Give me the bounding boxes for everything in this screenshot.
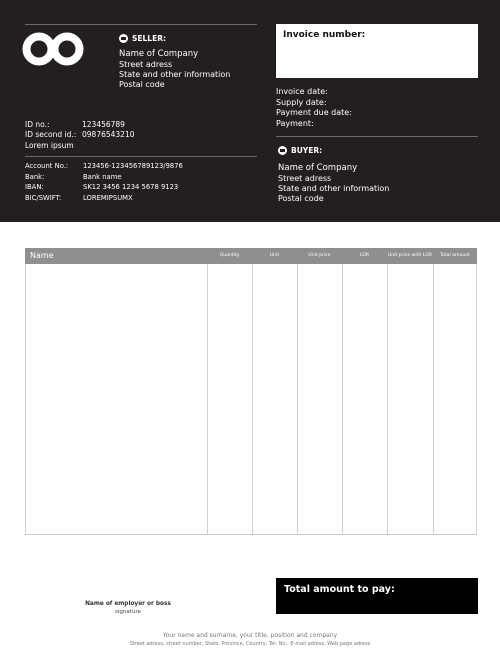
infinity-logo-icon	[22, 30, 84, 68]
total-amount-box[interactable]	[276, 578, 478, 614]
table-left-border	[25, 264, 26, 534]
column-divider	[342, 264, 343, 534]
supply-date-label: Supply date:	[276, 97, 327, 107]
buyer-arrow-icon	[278, 146, 287, 155]
seller-ids	[25, 120, 135, 151]
invoice-number-label: Invoice number:	[283, 30, 366, 40]
signature-block	[60, 601, 196, 615]
col-unit-price-lor: Unit price with LOR	[387, 253, 433, 258]
table-right-border	[476, 264, 477, 534]
invoice-date-label: Invoice date:	[276, 87, 328, 96]
column-divider	[252, 264, 253, 534]
invoice-dates	[276, 87, 352, 129]
id-row: ID no.: 123456789	[25, 120, 125, 129]
bank-details	[25, 161, 183, 203]
column-divider	[297, 264, 298, 534]
bank-row: Bank: Bank name	[25, 172, 122, 181]
buyer-postal: Postal code	[278, 194, 324, 203]
ids-divider	[25, 156, 257, 157]
bank-row: BIC/SWIFT: LOREMIPSUMX	[25, 193, 133, 202]
column-divider	[207, 264, 208, 534]
signature-label: signature	[115, 609, 141, 615]
items-table	[25, 248, 477, 535]
col-unit-price: Unit price	[308, 253, 331, 258]
col-unit: Unit	[269, 253, 280, 258]
col-lor: LOR	[359, 253, 370, 258]
buyer-company: Name of Company	[278, 163, 358, 173]
column-divider	[433, 264, 434, 534]
bank-row: IBAN: SK12 3456 1234 5678 9123	[25, 183, 179, 191]
table-header	[25, 248, 477, 264]
seller-details	[119, 49, 230, 90]
seller-heading: SELLER:	[119, 34, 166, 43]
payment-label: Payment:	[276, 118, 314, 128]
seller-street: Street adress	[119, 60, 173, 69]
signer-name: Name of employer or boss	[85, 601, 171, 607]
invoice-header	[0, 0, 500, 222]
footer	[100, 632, 400, 647]
buyer-divider	[276, 136, 478, 137]
total-amount-label: Total amount to pay:	[284, 584, 395, 595]
buyer-details	[278, 163, 389, 204]
buyer-street: Street adress	[278, 174, 332, 183]
lorem-text: Lorem ipsum	[25, 140, 74, 150]
seller-company: Name of Company	[119, 49, 199, 59]
payment-due-label: Payment due date:	[276, 108, 352, 118]
seller-state: State and other information	[119, 70, 231, 79]
footer-address: Street adress, street number, State, Province, Country, Tel. No.: E-mail adress, Web page adress	[129, 641, 371, 647]
col-quantity: Quantity	[219, 253, 240, 258]
buyer-state: State and other information	[278, 184, 390, 193]
bank-row: Account No.: 123456-123456789123/9876	[25, 162, 183, 170]
seller-postal: Postal code	[119, 80, 165, 89]
footer-contact-name: Your name and surname, your title, position and company	[162, 632, 338, 639]
column-divider	[387, 264, 388, 534]
seller-arrow-icon	[119, 34, 128, 43]
buyer-heading: BUYER:	[278, 146, 322, 155]
col-name: Name	[30, 251, 54, 260]
id-row: ID second id.: 09876543210	[25, 130, 135, 140]
col-total-amount: Total amount	[440, 253, 470, 258]
header-divider	[25, 24, 257, 25]
invoice-number-box[interactable]	[276, 24, 478, 78]
